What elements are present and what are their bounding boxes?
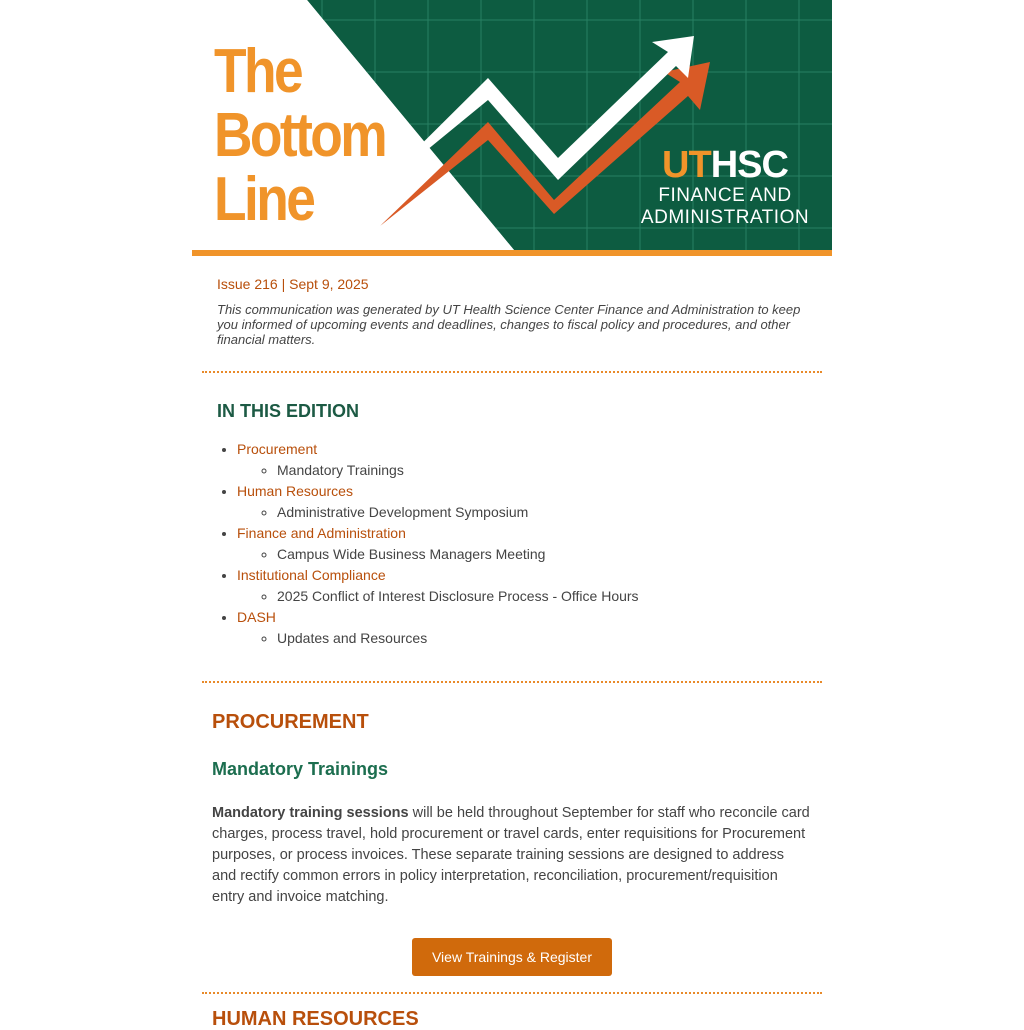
toc-subitem: ◦ Mandatory Trainings [277, 460, 807, 481]
toc-link-dash[interactable]: DASH [237, 609, 276, 625]
title-line: Bottom [214, 101, 386, 170]
section-title: PROCUREMENT [212, 711, 369, 733]
section-subtitle: Mandatory Trainings [212, 759, 389, 779]
table-of-contents [192, 373, 832, 649]
toc-item-dash [237, 607, 807, 649]
toc-item-human-resources [237, 481, 807, 523]
issue-date: Issue 216 | Sept 9, 2025 [217, 276, 369, 292]
toc-link-human-resources[interactable]: Human Resources [237, 483, 353, 499]
title-line: The [214, 37, 302, 106]
logo-line-1: FINANCE AND [658, 185, 792, 206]
logo-wordmark [632, 145, 818, 185]
toc-subitem: ◦ Administrative Development Symposium [277, 502, 807, 523]
toc-subitem: ◦ Campus Wide Business Managers Meeting [277, 544, 807, 565]
intro [192, 256, 832, 347]
toc-item-compliance [237, 565, 807, 607]
button-row [212, 938, 812, 976]
toc-subitem: ◦ Updates and Resources [277, 628, 807, 649]
body-text: will be held throughout September for staff who reconcile card charges, process travel, hold procurement or travel cards, enter requisitions for Procurement purposes, or process invoices. These separate training sessions are designed to address and rectify common errors in policy interpretation, reconciliation, procurement/requisition entry and invoice matching. [212, 805, 810, 905]
body-bold: Mandatory training sessions [212, 805, 409, 821]
section-title-human-resources: HUMAN RESOURCES [212, 1008, 419, 1030]
toc-item-procurement [237, 439, 807, 481]
toc-subitem: ◦ 2025 Conflict of Interest Disclosure Process - Office Hours [277, 586, 807, 607]
title-line: Line [214, 165, 314, 234]
logo-ut: UT [662, 144, 711, 186]
uthsc-logo [632, 145, 818, 229]
header-banner [192, 0, 832, 256]
section-body [212, 803, 812, 908]
disclaimer: This communication was generated by UT Health Science Center Finance and Administration to keep you informed of upcoming events and deadlines, changes to fiscal policy and procedures, and other financial matters. [217, 302, 801, 347]
view-trainings-button[interactable]: View Trainings & Register [412, 938, 612, 976]
toc-link-procurement[interactable]: Procurement [237, 441, 318, 457]
logo-line-2: ADMINISTRATION [640, 207, 810, 228]
toc-link-compliance[interactable]: Institutional Compliance [237, 567, 386, 583]
toc-title: IN THIS EDITION [217, 401, 360, 421]
logo-hsc: HSC [710, 144, 788, 186]
toc-link-finance[interactable]: Finance and Administration [237, 525, 406, 541]
newsletter [192, 0, 832, 1030]
newsletter-title [214, 37, 386, 234]
toc-item-finance [237, 523, 807, 565]
toc-list [217, 439, 807, 649]
section-procurement [192, 683, 832, 976]
